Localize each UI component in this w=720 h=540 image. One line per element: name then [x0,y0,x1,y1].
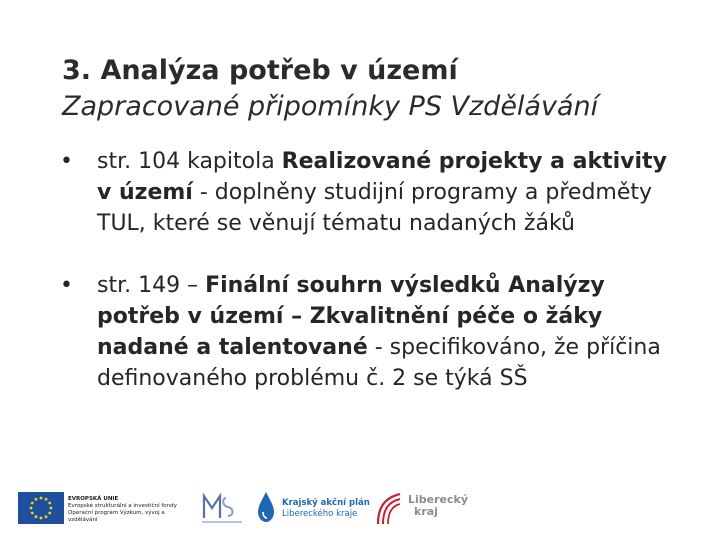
lk-text-line: kraj [414,505,438,518]
eu-text-line: EVROPSKÁ UNIE [68,496,119,502]
kap-text-line: Libereckého kraje [282,509,358,519]
bullet-bold: Finální souhrn výsledků Analýzy potřeb v území – Zkvalitnění péče o žáky nadané a talentované [97,273,605,360]
bullet-prefix: str. 104 kapitola [97,149,282,174]
bullet-bold: Realizované projekty a aktivity v území [97,149,667,205]
lk-text-line: Liberecký [408,493,469,506]
msmt-logo-icon [198,488,246,528]
kap-logo-text [282,498,370,520]
eu-text-line: Operační program Výzkum, vývoj a vzdělávání [68,510,165,523]
bullet-item [60,270,670,394]
kap-text-line: Krajský akční plán [282,498,370,508]
liberecky-kraj-mark-icon [374,488,404,528]
bullet-suffix: - doplněny studijní programy a předměty TUL, které se věnují tématu nadaných žáků [97,180,653,236]
title-line-2: Zapracované připomínky PS Vzdělávání [62,91,599,122]
title-line-1: 3. Analýza potřeb v území [62,55,458,86]
bullet-list [60,146,670,425]
bullet-suffix: - specifikováno, že příčina definovaného problému č. 2 se týká SŠ [97,335,661,391]
lk-logo-text [408,494,468,518]
eu-text-line: Evropské strukturální a investiční fondy [68,503,177,509]
bullet-item [60,146,670,239]
eu-logo-text [68,496,178,524]
footer-logos [0,488,720,532]
bullet-prefix: str. 149 – [97,273,206,298]
bullet-marker: • [60,273,73,298]
slide-title [62,53,702,125]
water-drop-icon [256,488,276,528]
eu-flag-icon [18,492,64,524]
bullet-marker: • [60,149,73,174]
